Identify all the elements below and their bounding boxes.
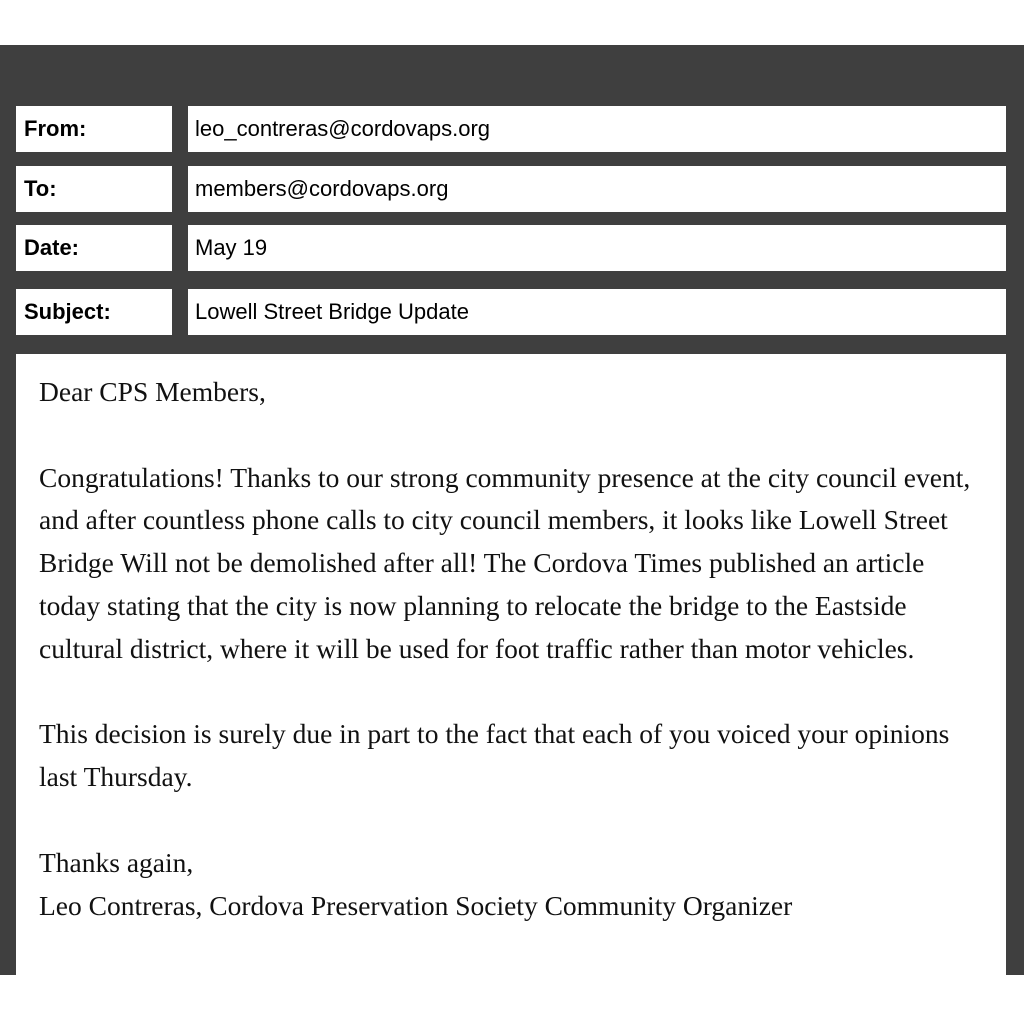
from-value: leo_contreras@cordovaps.org <box>188 106 1006 152</box>
body-paragraph-1: Congratulations! Thanks to our strong community presence at the city council event, and after countless phone calls to city council members, it looks like Lowell Street Bridge Will not be demolished after all! The Cordova Times published an article today stating that the city is now planning to relocate the bridge to the Eastside cultural district, where it will be used for foot traffic rather than motor vehicles. <box>39 461 971 664</box>
from-label: From: <box>16 106 172 152</box>
date-value: May 19 <box>188 225 1006 271</box>
sign-off <box>39 842 986 928</box>
subject-value: Lowell Street Bridge Update <box>188 289 1006 335</box>
email-frame <box>0 45 1024 975</box>
body-paragraph-2: This decision is surely due in part to the fact that each of you voiced your opinions last Thursday. <box>39 718 950 793</box>
signature: Leo Contreras, Cordova Preservation Society Community Organizer <box>39 889 793 921</box>
date-label: Date: <box>16 225 172 271</box>
greeting: Dear CPS Members, <box>39 376 266 407</box>
to-label: To: <box>16 166 172 212</box>
email-body <box>16 354 1006 995</box>
to-value: members@cordovaps.org <box>188 166 1006 212</box>
subject-label: Subject: <box>16 289 172 335</box>
closing: Thanks again, <box>39 846 194 878</box>
